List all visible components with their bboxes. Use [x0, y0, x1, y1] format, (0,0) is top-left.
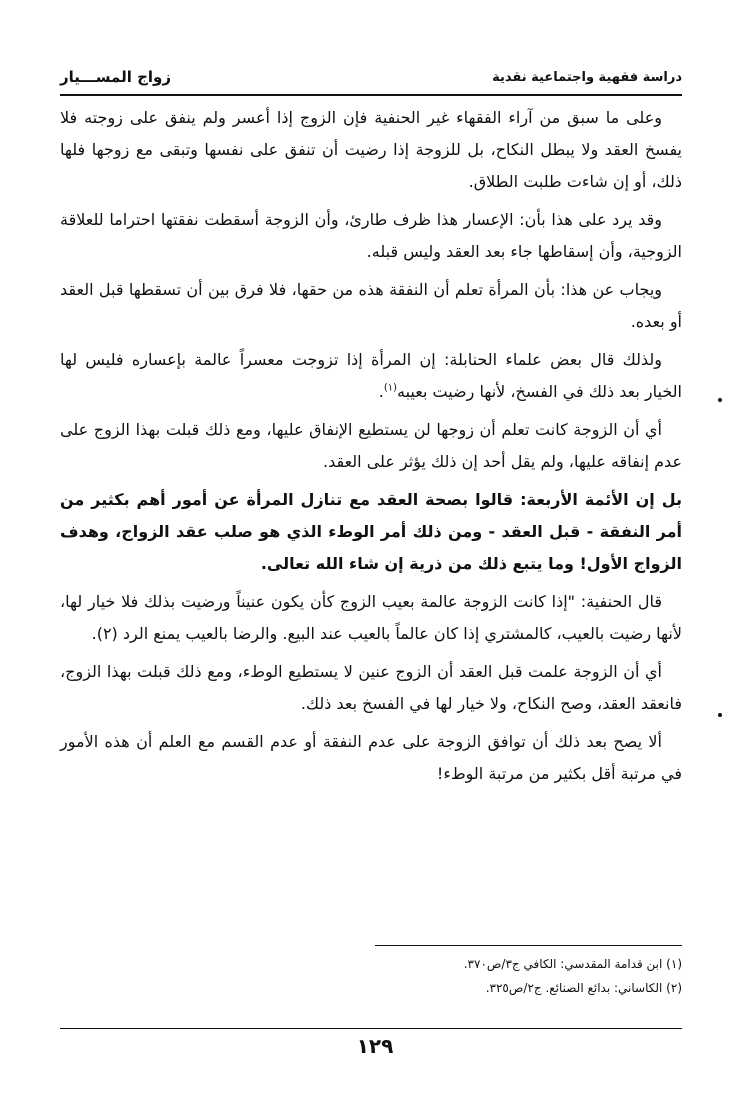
page-number: ١٢٩: [356, 1034, 394, 1058]
paragraph-8: أي أن الزوجة علمت قبل العقد أن الزوج عنين لا يستطيع الوطء، ومع ذلك قبلت بهذا الزوج، فانعقد العقد، وصح النكاح، ولا خيار لها في الفسخ بعد ذلك.: [60, 662, 682, 713]
paragraph-7: [60, 586, 682, 650]
footnote-ref-2[interactable]: (٢): [96, 624, 118, 643]
header-subtitle: دراسة فقهية واجتماعية نقدية: [492, 70, 682, 85]
footnotes: [300, 952, 682, 1000]
paragraph-4-text: ولذلك قال بعض علماء الحنابلة: إن المرأة إذا تزوجت معسراً عالمة بإعساره فليس لها الخيار بعد ذلك في الفسخ، لأنها رضيت بعيبه: [60, 350, 682, 401]
running-header: [60, 64, 682, 94]
footnote-1: (١) ابن قدامة المقدسي: الكافي ج٣/ص٣٧٠.: [463, 957, 682, 971]
paragraph-1: وعلى ما سبق من آراء الفقهاء غير الحنفية فإن الزوج إذا أعسر ولم ينفق على زوجته فلا يفسخ العقد ولا يبطل النكاح، بل للزوجة إذا رضيت أن تنفق على نفسها وتبقى مع زوجها فلها ذلك، أو إن شاءت طلبت الطلاق.: [60, 108, 682, 191]
footer-divider: [60, 1028, 682, 1029]
paragraph-6-bold: بل إن الأئمة الأربعة: قالوا بصحة العقد مع تنازل المرأة عن أمور أهم بكثير من أمر النفقة - قبل العقد - ومن ذلك أمر الوطء الذي هو صلب عقد الزواج، وهدف الزواج الأول! وما يتبع ذلك من ذرية إن شاء الله تعالى.: [60, 490, 682, 573]
paragraph-5: أي أن الزوجة كانت تعلم أن زوجها لن يستطيع الإنفاق عليها، ومع ذلك قبلت بهذا الزوج على عدم إنفاقه عليها، ولم يقل أحد إن ذلك يؤثر على العقد.: [60, 420, 682, 471]
margin-dot: [718, 713, 722, 717]
paragraph-2: وقد يرد على هذا بأن: الإعسار هذا ظرف طارئ، وأن الزوجة أسقطت نفقتها احتراما للعلاقة الزوجية، وأن إسقاطها جاء بعد العقد وليس قبله.: [60, 210, 682, 261]
header-divider: [60, 94, 682, 96]
paragraph-4-end: .: [378, 382, 384, 401]
header-book-title: زواج المســـيار: [60, 68, 171, 86]
margin-dot: [718, 398, 722, 402]
footnote-2: (٢) الكاساني: بدائع الصنائع. ج٢/ص٣٢٥.: [485, 981, 682, 995]
footnote-ref-1[interactable]: (١): [383, 382, 398, 394]
paragraph-7-end: .: [91, 624, 97, 643]
paragraph-9: ألا يصح بعد ذلك أن توافق الزوجة على عدم النفقة أو عدم القسم مع العلم أن هذه الأمور في مرتبة أقل بكثير من مرتبة الوطء!: [60, 732, 682, 783]
footnote-divider: [375, 945, 682, 946]
paragraph-7-text: قال الحنفية: "إذا كانت الزوجة عالمة بعيب الزوج كأن يكون عنيناً ورضيت بذلك فلا خيار لها، لأنها رضيت بالعيب، كالمشتري إذا كان عالماً بالعيب عند البيع. والرضا بالعيب يمنع الرد: [60, 592, 682, 643]
main-text: [60, 102, 682, 796]
paragraph-4: [60, 344, 682, 408]
paragraph-3: ويجاب عن هذا: بأن المرأة تعلم أن النفقة هذه من حقها، فلا فرق بين أن تسقطها قبل العقد أو بعده.: [60, 280, 682, 331]
